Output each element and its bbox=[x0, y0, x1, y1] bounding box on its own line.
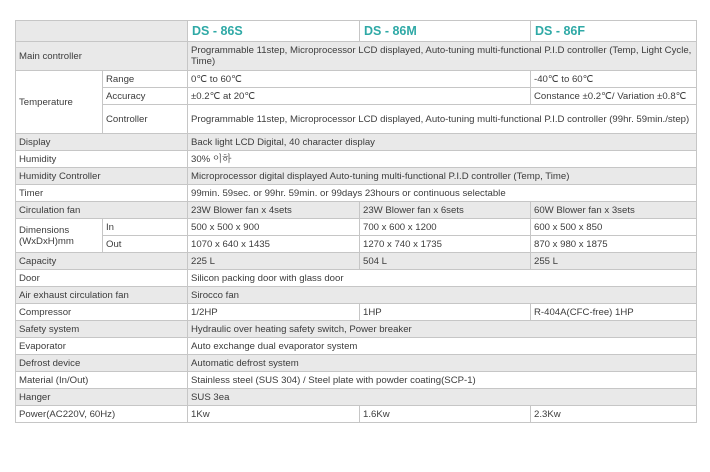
dimensions-out-value-s: 1070 x 640 x 1435 bbox=[188, 236, 360, 253]
door-label: Door bbox=[16, 270, 188, 287]
power-label: Power(AC220V, 60Hz) bbox=[16, 406, 188, 423]
humidity-value: 30% 이하 bbox=[188, 151, 697, 168]
row-display bbox=[16, 134, 697, 151]
power-value-s: 1Kw bbox=[188, 406, 360, 423]
row-humidity bbox=[16, 151, 697, 168]
dimensions-in-value-f: 600 x 500 x 850 bbox=[531, 219, 697, 236]
temperature-range-value-sm: 0℃ to 60℃ bbox=[188, 71, 531, 88]
material-value: Stainless steel (SUS 304) / Steel plate with powder coating(SCP-1) bbox=[188, 372, 697, 389]
material-label: Material (In/Out) bbox=[16, 372, 188, 389]
circulation-fan-value-f: 60W Blower fan x 3sets bbox=[531, 202, 697, 219]
compressor-value-m: 1HP bbox=[360, 304, 531, 321]
compressor-label: Compressor bbox=[16, 304, 188, 321]
temperature-accuracy-label: Accuracy bbox=[103, 88, 188, 105]
dimensions-in-label: In bbox=[103, 219, 188, 236]
model-ds-86m: DS - 86M bbox=[360, 21, 531, 42]
main-controller-label: Main controller bbox=[16, 42, 188, 71]
capacity-value-m: 504 L bbox=[360, 253, 531, 270]
row-humidity-controller bbox=[16, 168, 697, 185]
timer-label: Timer bbox=[16, 185, 188, 202]
row-power bbox=[16, 406, 697, 423]
compressor-value-f: R-404A(CFC-free) 1HP bbox=[531, 304, 697, 321]
capacity-label: Capacity bbox=[16, 253, 188, 270]
row-defrost-device bbox=[16, 355, 697, 372]
row-timer bbox=[16, 185, 697, 202]
row-air-exhaust bbox=[16, 287, 697, 304]
power-value-m: 1.6Kw bbox=[360, 406, 531, 423]
air-exhaust-label: Air exhaust circulation fan bbox=[16, 287, 188, 304]
row-temperature-range bbox=[16, 71, 697, 88]
row-evaporator bbox=[16, 338, 697, 355]
humidity-controller-label: Humidity Controller bbox=[16, 168, 188, 185]
row-door bbox=[16, 270, 697, 287]
timer-value: 99min. 59sec. or 99hr. 59min. or 99days 23hours or continuous selectable bbox=[188, 185, 697, 202]
row-safety-system bbox=[16, 321, 697, 338]
circulation-fan-value-s: 23W Blower fan x 4sets bbox=[188, 202, 360, 219]
header-blank-cell bbox=[16, 21, 188, 42]
compressor-value-s: 1/2HP bbox=[188, 304, 360, 321]
dimensions-in-value-s: 500 x 500 x 900 bbox=[188, 219, 360, 236]
dimensions-out-value-f: 870 x 980 x 1875 bbox=[531, 236, 697, 253]
hanger-label: Hanger bbox=[16, 389, 188, 406]
capacity-value-f: 255 L bbox=[531, 253, 697, 270]
row-compressor bbox=[16, 304, 697, 321]
air-exhaust-value: Sirocco fan bbox=[188, 287, 697, 304]
display-label: Display bbox=[16, 134, 188, 151]
safety-system-value: Hydraulic over heating safety switch, Power breaker bbox=[188, 321, 697, 338]
row-dimensions-in bbox=[16, 219, 697, 236]
header-row bbox=[16, 21, 697, 42]
evaporator-value: Auto exchange dual evaporator system bbox=[188, 338, 697, 355]
temperature-controller-value: Programmable 11step, Microprocessor LCD displayed, Auto-tuning multi-functional P.I.D controller (99hr. 59min./step) bbox=[188, 105, 697, 134]
temperature-label: Temperature bbox=[16, 71, 103, 134]
temperature-accuracy-value-sm: ±0.2℃ at 20℃ bbox=[188, 88, 531, 105]
main-controller-value: Programmable 11step, Microprocessor LCD displayed, Auto-tuning multi-functional P.I.D controller (Temp, Light Cycle, Time) bbox=[188, 42, 697, 71]
capacity-value-s: 225 L bbox=[188, 253, 360, 270]
defrost-device-label: Defrost device bbox=[16, 355, 188, 372]
display-value: Back light LCD Digital, 40 character display bbox=[188, 134, 697, 151]
circulation-fan-label: Circulation fan bbox=[16, 202, 188, 219]
temperature-range-value-f: -40℃ to 60℃ bbox=[531, 71, 697, 88]
row-capacity bbox=[16, 253, 697, 270]
row-temperature-controller bbox=[16, 105, 697, 134]
row-hanger bbox=[16, 389, 697, 406]
door-value: Silicon packing door with glass door bbox=[188, 270, 697, 287]
evaporator-label: Evaporator bbox=[16, 338, 188, 355]
humidity-controller-value: Microprocessor digital displayed Auto-tuning multi-functional P.I.D controller (Temp, Time) bbox=[188, 168, 697, 185]
row-dimensions-out bbox=[16, 236, 697, 253]
row-main-controller bbox=[16, 42, 697, 71]
dimensions-in-value-m: 700 x 600 x 1200 bbox=[360, 219, 531, 236]
spec-table bbox=[15, 20, 697, 423]
temperature-controller-label: Controller bbox=[103, 105, 188, 134]
temperature-accuracy-value-f: Constance ±0.2℃/ Variation ±0.8℃ bbox=[531, 88, 697, 105]
dimensions-out-label: Out bbox=[103, 236, 188, 253]
circulation-fan-value-m: 23W Blower fan x 6sets bbox=[360, 202, 531, 219]
defrost-device-value: Automatic defrost system bbox=[188, 355, 697, 372]
humidity-label: Humidity bbox=[16, 151, 188, 168]
power-value-f: 2.3Kw bbox=[531, 406, 697, 423]
dimensions-label: Dimensions (WxDxH)mm bbox=[16, 219, 103, 253]
row-temperature-accuracy bbox=[16, 88, 697, 105]
safety-system-label: Safety system bbox=[16, 321, 188, 338]
temperature-range-label: Range bbox=[103, 71, 188, 88]
dimensions-out-value-m: 1270 x 740 x 1735 bbox=[360, 236, 531, 253]
model-ds-86f: DS - 86F bbox=[531, 21, 697, 42]
model-ds-86s: DS - 86S bbox=[188, 21, 360, 42]
row-circulation-fan bbox=[16, 202, 697, 219]
row-material bbox=[16, 372, 697, 389]
hanger-value: SUS 3ea bbox=[188, 389, 697, 406]
